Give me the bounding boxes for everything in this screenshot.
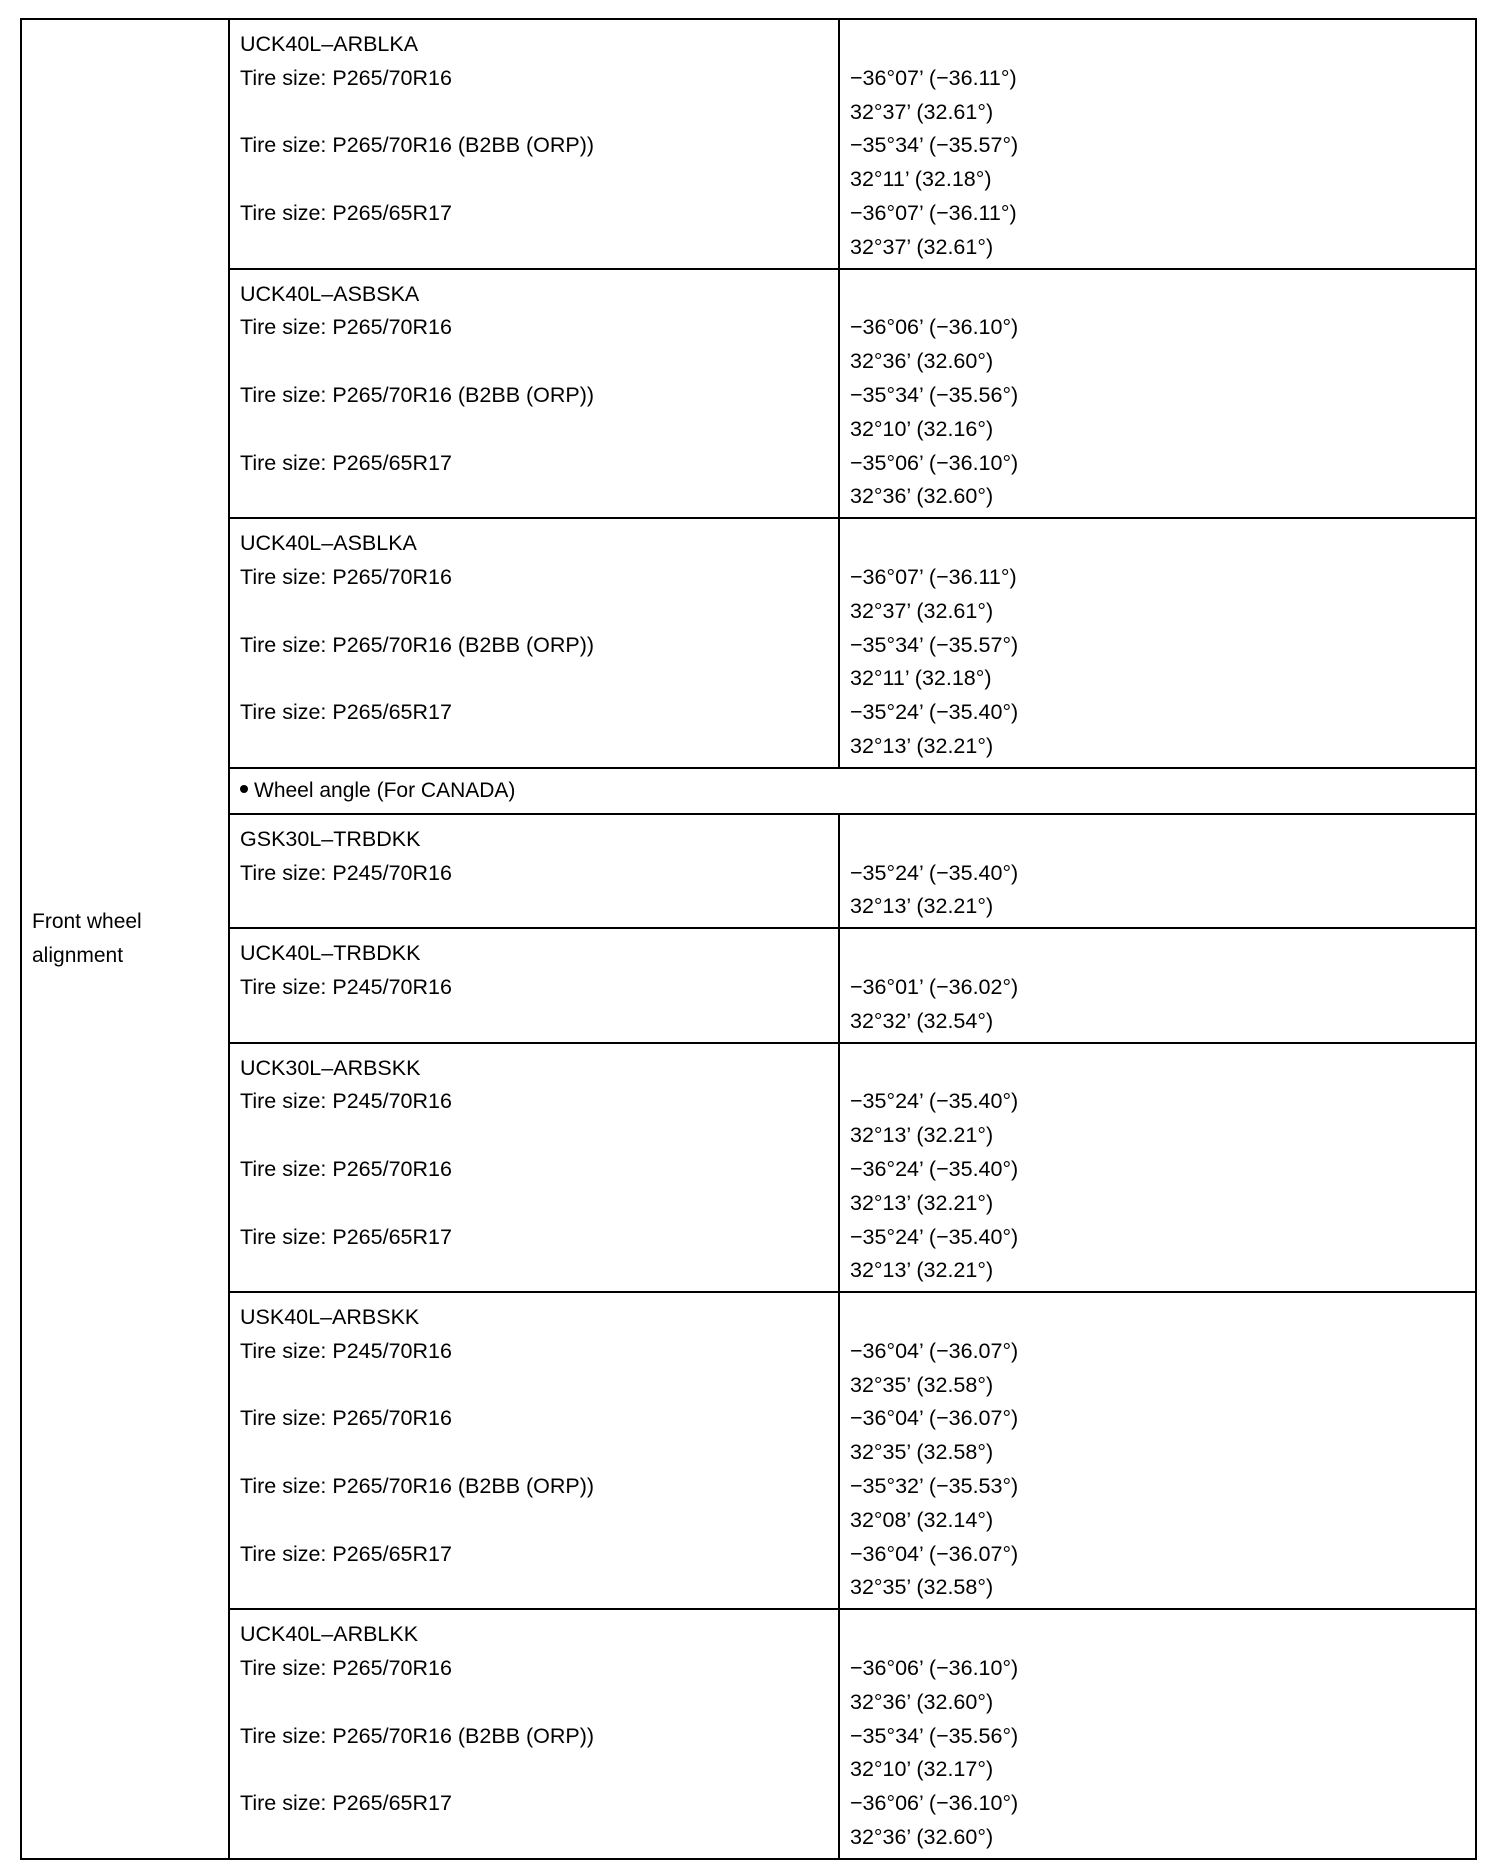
model-tire-cell: [229, 1292, 839, 1609]
model-tire-cell: [229, 928, 839, 1042]
spacer: [240, 1504, 828, 1538]
inside-wheel-angle: −35°34’ (−35.57°): [850, 133, 1019, 158]
spacer: [240, 345, 828, 379]
inside-wheel-angle: −36°04’ (−36.07°): [850, 1338, 1019, 1363]
tire-size: Tire size: P265/70R16 (B2BB (ORP)): [240, 1474, 595, 1499]
inside-wheel-angle: −35°32’ (−35.53°): [850, 1474, 1019, 1499]
spacer: [240, 1119, 828, 1153]
model-group-row: [21, 269, 1476, 519]
inside-wheel-angle: −36°06’ (−36.10°): [850, 1656, 1019, 1681]
model-group-row: [21, 518, 1476, 768]
spacer: [850, 823, 1465, 857]
tire-size: Tire size: P265/65R17: [240, 1541, 452, 1566]
outside-wheel-angle: 32°13’ (32.21°): [850, 733, 994, 758]
tire-size: Tire size: P265/65R17: [240, 1224, 452, 1249]
tire-size: Tire size: P265/65R17: [240, 1791, 452, 1816]
inside-wheel-angle: −35°34’ (−35.56°): [850, 382, 1019, 407]
model-code: UCK30L–ARBSKK: [240, 1055, 421, 1080]
tire-size: Tire size: P265/70R16: [240, 65, 452, 90]
spacer: [240, 1753, 828, 1787]
tire-size: Tire size: P265/70R16 (B2BB (ORP)): [240, 382, 595, 407]
tire-size: Tire size: P265/70R16: [240, 1406, 452, 1431]
spacer: [850, 527, 1465, 561]
tire-size: Tire size: P245/70R16: [240, 1089, 452, 1114]
outside-wheel-angle: 32°35’ (32.58°): [850, 1575, 994, 1600]
spacer: [850, 1618, 1465, 1652]
inside-wheel-angle: −36°06’ (−36.10°): [850, 1791, 1019, 1816]
tire-size: Tire size: P265/70R16: [240, 1156, 452, 1181]
outside-wheel-angle: 32°13’ (32.21°): [850, 1190, 994, 1215]
model-code: USK40L–ARBSKK: [240, 1305, 420, 1330]
outside-wheel-angle: 32°13’ (32.21°): [850, 1123, 994, 1148]
model-tire-cell: [229, 269, 839, 519]
tire-size: Tire size: P245/70R16: [240, 860, 452, 885]
inside-wheel-angle: −35°24’ (−35.40°): [850, 700, 1019, 725]
inside-wheel-angle: −36°04’ (−36.07°): [850, 1541, 1019, 1566]
canada-heading-text: Wheel angle (For CANADA): [254, 778, 516, 802]
spacer: [240, 413, 828, 447]
outside-wheel-angle: 32°11’ (32.18°): [850, 167, 992, 192]
spec-table-body: [21, 19, 1476, 1859]
spacer: [240, 1686, 828, 1720]
outside-wheel-angle: 32°37’ (32.61°): [850, 598, 994, 623]
wheel-angle-cell: [839, 928, 1476, 1042]
spacer: [240, 662, 828, 696]
tire-size: Tire size: P265/70R16: [240, 315, 452, 340]
inside-wheel-angle: −35°34’ (−35.56°): [850, 1723, 1019, 1748]
outside-wheel-angle: 32°32’ (32.54°): [850, 1008, 994, 1033]
spacer: [850, 278, 1465, 312]
tire-size: Tire size: P265/70R16: [240, 564, 452, 589]
inside-wheel-angle: −36°07’ (−36.11°): [850, 65, 1017, 90]
model-group-row: [21, 1609, 1476, 1859]
spacer: [240, 96, 828, 130]
outside-wheel-angle: 32°35’ (32.58°): [850, 1372, 994, 1397]
spacer: [850, 28, 1465, 62]
section-label: [21, 19, 229, 1859]
outside-wheel-angle: 32°36’ (32.60°): [850, 1825, 994, 1850]
section-label-text: Front wheel alignment: [32, 909, 142, 967]
outside-wheel-angle: 32°08’ (32.14°): [850, 1507, 994, 1532]
tire-size: Tire size: P265/70R16 (B2BB (ORP)): [240, 133, 595, 158]
model-code: UCK40L–ARBLKA: [240, 32, 419, 56]
spacer: [240, 1436, 828, 1470]
outside-wheel-angle: 32°36’ (32.60°): [850, 484, 994, 509]
model-code: UCK40L–ASBSKA: [240, 281, 420, 306]
model-code: GSK30L–TRBDKK: [240, 826, 421, 851]
tire-size: Tire size: P245/70R16: [240, 974, 452, 999]
model-tire-cell: [229, 19, 839, 269]
inside-wheel-angle: −35°24’ (−35.40°): [850, 1089, 1019, 1114]
model-code: UCK40L–ARBLKK: [240, 1622, 419, 1647]
inside-wheel-angle: −36°07’ (−36.11°): [850, 564, 1017, 589]
tire-size: Tire size: P265/65R17: [240, 700, 452, 725]
inside-wheel-angle: −35°24’ (−35.40°): [850, 860, 1019, 885]
outside-wheel-angle: 32°37’ (32.61°): [850, 99, 994, 124]
tire-size: Tire size: P245/70R16: [240, 1338, 452, 1363]
spacer: [850, 1052, 1465, 1086]
wheel-angle-cell: [839, 1043, 1476, 1293]
tire-size: Tire size: P265/70R16 (B2BB (ORP)): [240, 1723, 595, 1748]
spacer: [850, 1301, 1465, 1335]
tire-size: Tire size: P265/70R16 (B2BB (ORP)): [240, 632, 595, 657]
canada-heading: [229, 768, 1476, 814]
inside-wheel-angle: −35°34’ (−35.57°): [850, 632, 1019, 657]
model-group-row: [21, 19, 1476, 269]
bullet-icon: [240, 785, 248, 793]
model-group-row: [21, 1043, 1476, 1293]
outside-wheel-angle: 32°36’ (32.60°): [850, 349, 994, 374]
spacer: [240, 1369, 828, 1403]
spacer: [240, 163, 828, 197]
tire-size: Tire size: P265/65R17: [240, 200, 452, 225]
inside-wheel-angle: −36°06’ (−36.10°): [850, 315, 1019, 340]
outside-wheel-angle: 32°36’ (32.60°): [850, 1689, 994, 1714]
inside-wheel-angle: −35°24’ (−35.40°): [850, 1224, 1019, 1249]
inside-wheel-angle: −35°06’ (−36.10°): [850, 450, 1019, 475]
model-group-row: [21, 928, 1476, 1042]
inside-wheel-angle: −36°04’ (−36.07°): [850, 1406, 1019, 1431]
wheel-alignment-spec-table: [20, 18, 1477, 1860]
wheel-angle-cell: [839, 518, 1476, 768]
canada-heading-row: [21, 768, 1476, 814]
wheel-angle-cell: [839, 814, 1476, 928]
wheel-angle-cell: [839, 1609, 1476, 1859]
inside-wheel-angle: −36°24’ (−35.40°): [850, 1156, 1019, 1181]
model-group-row: [21, 814, 1476, 928]
outside-wheel-angle: 32°37’ (32.61°): [850, 234, 994, 259]
outside-wheel-angle: 32°10’ (32.17°): [850, 1757, 994, 1782]
outside-wheel-angle: 32°35’ (32.58°): [850, 1440, 994, 1465]
tire-size: Tire size: P265/65R17: [240, 450, 452, 475]
model-tire-cell: [229, 1609, 839, 1859]
model-code: UCK40L–TRBDKK: [240, 941, 421, 966]
model-tire-cell: [229, 1043, 839, 1293]
spacer: [240, 595, 828, 629]
wheel-angle-cell: [839, 1292, 1476, 1609]
model-tire-cell: [229, 518, 839, 768]
outside-wheel-angle: 32°11’ (32.18°): [850, 666, 992, 691]
outside-wheel-angle: 32°10’ (32.16°): [850, 416, 994, 441]
spacer: [850, 937, 1465, 971]
wheel-angle-cell: [839, 19, 1476, 269]
spacer: [240, 1187, 828, 1221]
outside-wheel-angle: 32°13’ (32.21°): [850, 1258, 994, 1283]
inside-wheel-angle: −36°01’ (−36.02°): [850, 974, 1019, 999]
outside-wheel-angle: 32°13’ (32.21°): [850, 894, 994, 919]
model-code: UCK40L–ASBLKA: [240, 531, 417, 556]
tire-size: Tire size: P265/70R16: [240, 1656, 452, 1681]
model-group-row: [21, 1292, 1476, 1609]
wheel-angle-cell: [839, 269, 1476, 519]
inside-wheel-angle: −36°07’ (−36.11°): [850, 200, 1017, 225]
model-tire-cell: [229, 814, 839, 928]
